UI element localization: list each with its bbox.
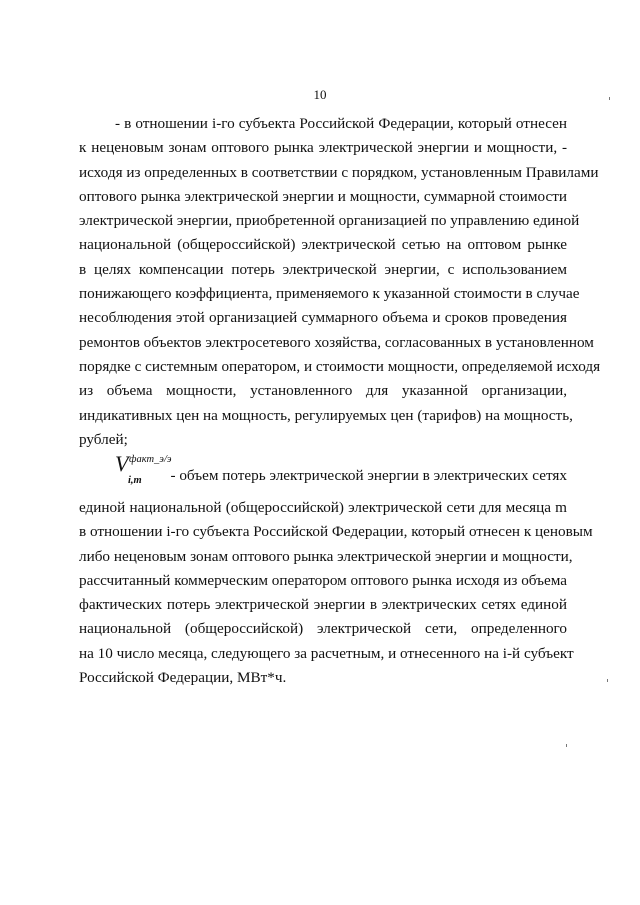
text-line: в отношении i-го субъекта Российской Федерации, который отнесен к ценовым	[79, 523, 593, 541]
formula-superscript: факт_э/э	[129, 454, 172, 465]
formula-subscript: i,m	[128, 475, 142, 486]
text-line: несоблюдения этой организацией суммарного объема и сроков проведения	[79, 309, 567, 327]
text-line: из объема мощности, установленного для указанной организации,	[79, 382, 567, 400]
text-line: рассчитанный коммерческим оператором оптового рынка исходя из объема	[79, 571, 567, 589]
text-line: либо неценовым зонам оптового рынка электрической энергии и мощности,	[79, 547, 573, 565]
text-line: - в отношении i-го субъекта Российской Федерации, который отнесен	[115, 115, 567, 132]
formula-line	[79, 451, 567, 488]
formula-symbol: V	[115, 451, 129, 476]
paragraph-cost-definition	[79, 112, 601, 452]
text-line: рублей;	[79, 430, 128, 448]
text-line: Российской Федерации, МВт*ч.	[79, 669, 287, 687]
scan-mark	[566, 744, 567, 747]
text-line: индикативных цен на мощность, регулируемых цен (тарифов) на мощность,	[79, 406, 573, 424]
text-line: фактических потерь электрической энергии в электрических сетях единой	[79, 596, 567, 614]
formula-v-fact	[115, 451, 172, 486]
text-line: ремонтов объектов электросетевого хозяйства, согласованных в установленном	[79, 333, 594, 351]
text-line: на 10 число месяца, следующего за расчетным, и отнесенного на i-й субъект	[79, 644, 574, 662]
page-number: 10	[313, 87, 327, 102]
text-line: оптового рынка электрической энергии и мощности, суммарной стоимости	[79, 187, 567, 205]
scan-mark	[609, 97, 610, 100]
text-line: единой национальной (общероссийской) электрической сети для месяца m	[79, 499, 567, 516]
formula-description: - объем потерь электрической энергии в электрических сетях	[170, 467, 567, 484]
text-line: в целях компенсации потерь электрической энергии, с использованием	[79, 260, 567, 278]
text-line: исходя из определенных в соответствии с порядком, установленным Правилами	[79, 163, 599, 181]
text-line: понижающего коэффициента, применяемого к указанной стоимости в случае	[79, 285, 580, 303]
text-line: электрической энергии, приобретенной организацией по управлению единой	[79, 212, 580, 230]
paragraph-formula-definition	[79, 451, 567, 488]
text-line: порядке с системным оператором, и стоимости мощности, определяемой исходя	[79, 357, 601, 375]
text-line: к неценовым зонам оптового рынка электрической энергии и мощности, -	[79, 139, 567, 157]
text-line: национальной (общероссийской) электрической сети, определенного	[79, 620, 567, 638]
scan-mark	[607, 679, 608, 682]
paragraph-loss-volume	[79, 496, 593, 690]
text-line: национальной (общероссийской) электрической сетью на оптовом рынке	[79, 236, 567, 254]
